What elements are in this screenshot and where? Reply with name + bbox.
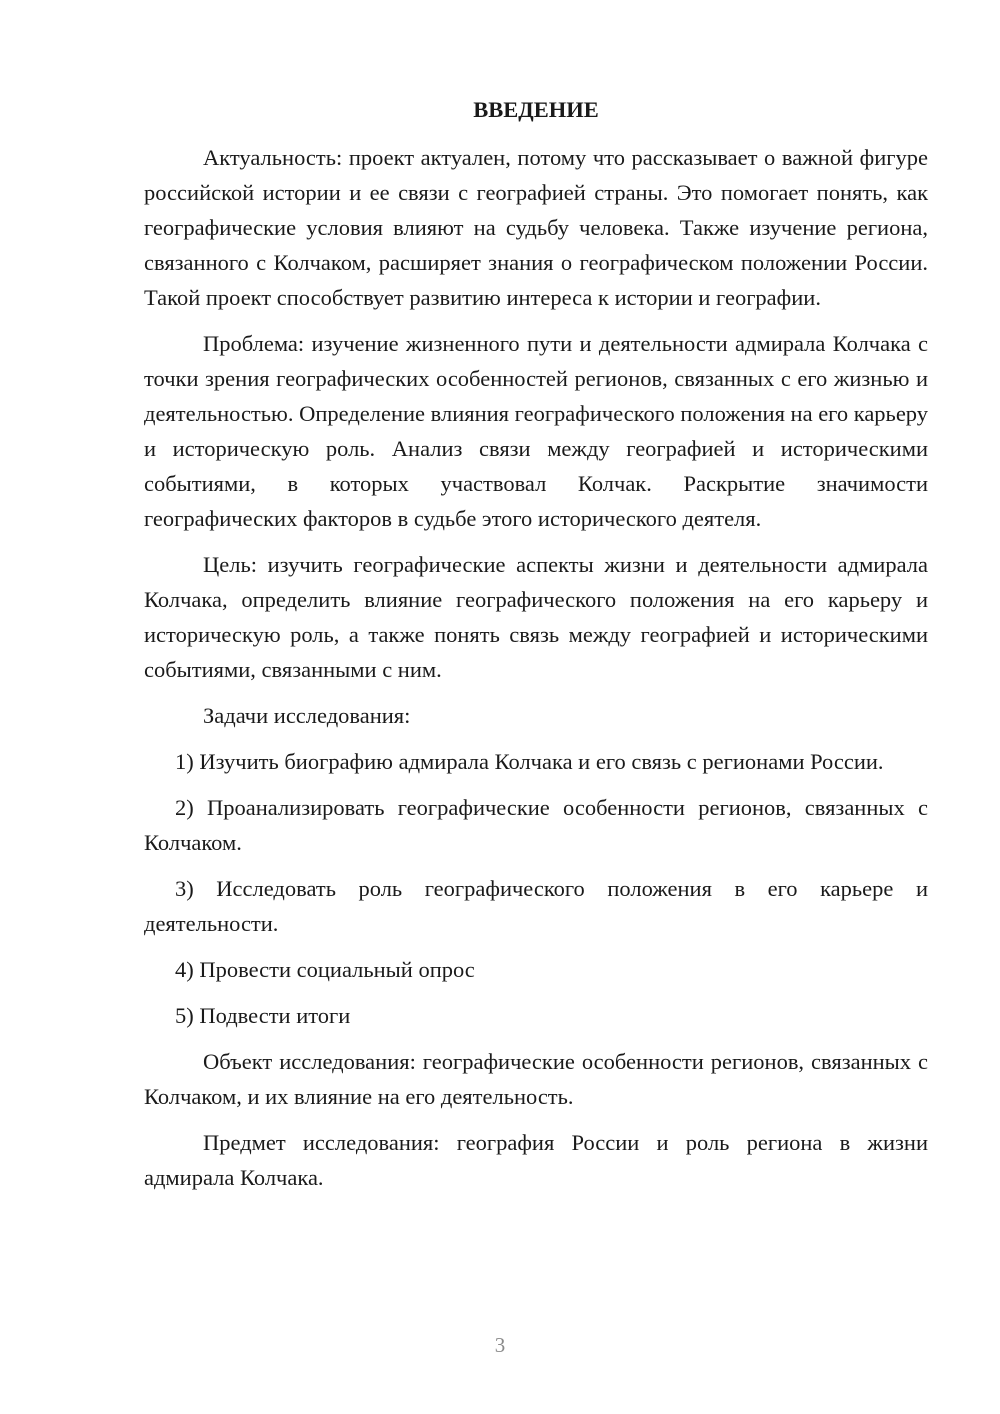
relevance-paragraph: Актуальность: проект актуален, потому что рассказывает о важной фигуре российской истории и ее связи с географией страны. Это помогает понять, как географические условия влияют на судьбу человека. Также изучение региона, связанного с Колчаком, расширяет знания о географическом положении России. Такой проект способствует развитию интереса к истории и географии. [144, 145, 928, 310]
page-content [144, 92, 928, 1206]
task-item-3: 3) Исследовать роль географического положения в его карьере и деятельности. [144, 876, 928, 936]
page-number: 3 [494, 1333, 506, 1357]
tasks-heading: Задачи исследования: [203, 703, 411, 728]
problem-paragraph: Проблема: изучение жизненного пути и деятельности адмирала Колчака с точки зрения географических особенностей регионов, связанных с его жизнью и деятельностью. Определение влияния географического положения на его карьеру и историческую роль. Анализ связи между географией и историческими событиями, в которых участвовал Колчак. Раскрытие значимости географических факторов в судьбе этого исторического деятеля. [144, 331, 929, 531]
section-title: ВВЕДЕНИЕ [473, 97, 599, 122]
goal-paragraph: Цель: изучить географические аспекты жизни и деятельности адмирала Колчака, определить влияние географического положения на его карьеру и историческую роль, а также понять связь между географией и историческими событиями, связанными с ним. [144, 552, 928, 682]
task-item-5: 5) Подвести итоги [175, 1003, 351, 1028]
subject-paragraph: Предмет исследования: география России и роль региона в жизни адмирала Колчака. [144, 1130, 928, 1190]
object-paragraph: Объект исследования: географические особенности регионов, связанных с Колчаком, и их влияние на его деятельность. [144, 1049, 928, 1109]
task-item-2: 2) Проанализировать географические особенности регионов, связанных с Колчаком. [144, 795, 928, 855]
task-item-1: 1) Изучить биографию адмирала Колчака и его связь с регионами России. [175, 749, 884, 774]
task-item-4: 4) Провести социальный опрос [175, 957, 475, 982]
